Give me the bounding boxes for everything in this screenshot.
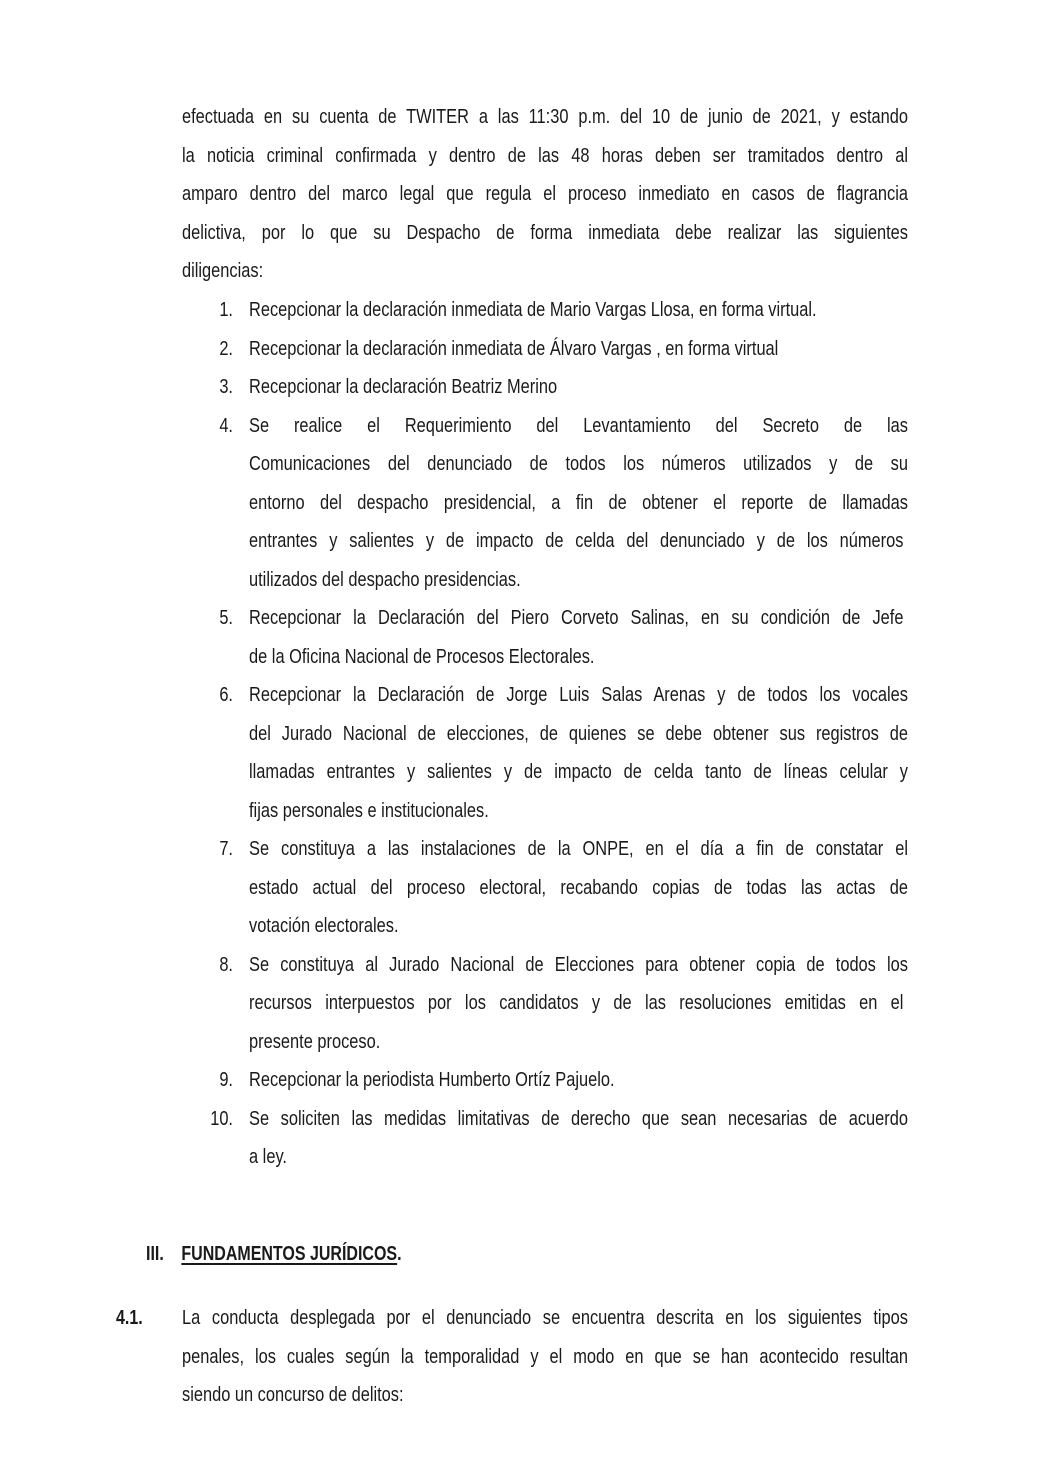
section-title-suffix: . — [397, 1243, 402, 1265]
list-item-line: Se constituya a las instalaciones de la ONPE, en el día a fin de constatar el — [249, 838, 908, 860]
paragraph-number-text: 4.1. — [116, 1307, 143, 1329]
list-item-line: fijas personales e institucionales. — [249, 799, 489, 822]
intro-line: diligencias: — [182, 260, 264, 282]
list-item-number: 8. — [219, 953, 233, 976]
list-item-line: a ley. — [249, 1146, 287, 1168]
list-item-line: Se soliciten las medidas limitativas de derecho que sean necesarias de acuerdo — [249, 1107, 909, 1130]
list-item-line: estado actual del proceso electoral, recabando copias de todas las actas de — [249, 876, 909, 899]
paragraph-line: penales, los cuales según la temporalidad y el modo en que se han acontecido resultan — [182, 1346, 908, 1368]
list-item-line: Comunicaciones del denunciado de todos los números utilizados y de su — [249, 453, 908, 475]
section-title: FUNDAMENTOS JURÍDICOS — [181, 1243, 398, 1265]
list-item-line: del Jurado Nacional de elecciones, de quienes se debe obtener sus registros de — [249, 722, 908, 745]
list-item-line: Recepcionar la declaración inmediata de Álvaro Vargas , en forma virtual — [249, 337, 779, 360]
list-item-number: 5. — [219, 607, 233, 629]
list-item-line: utilizados del despacho presidencias. — [249, 568, 521, 591]
list-item-number: 4. — [219, 414, 233, 437]
paragraph-line: La conducta desplegada por el denunciado se encuentra descrita en los siguientes tipos — [182, 1307, 909, 1329]
list-item-number: 2. — [219, 337, 233, 360]
list-item-number: 7. — [219, 838, 233, 860]
list-item-line: recursos interpuestos por los candidatos y de las resoluciones emitidas en el — [249, 992, 904, 1014]
list-item-line: votación electorales. — [249, 915, 399, 937]
list-item-line: de la Oficina Nacional de Procesos Electorales. — [249, 645, 595, 668]
list-item-number: 3. — [219, 376, 233, 398]
list-item-line: Recepcionar la Declaración de Jorge Luis Salas Arenas y de todos los vocales — [249, 684, 908, 706]
section-number: III. — [146, 1243, 164, 1265]
list-item-line: Recepcionar la declaración inmediata de Mario Vargas Llosa, en forma virtual. — [249, 299, 817, 321]
list-item-line: Se constituya al Jurado Nacional de Elecciones para obtener copia de todos los — [249, 953, 909, 976]
intro-line: delictiva, por lo que su Despacho de forma inmediata debe realizar las siguientes — [182, 222, 909, 244]
list-item-number: 1. — [219, 299, 233, 321]
list-item-number: 6. — [219, 684, 233, 706]
list-item-line: presente proceso. — [249, 1030, 381, 1053]
section-heading — [146, 1241, 465, 1267]
intro-line: amparo dentro del marco legal que regula el proceso inmediato en casos de flagrancia — [182, 183, 908, 205]
list-item-line: Se realice el Requerimiento del Levantamiento del Secreto de las — [249, 414, 909, 437]
list-item-number: 10. — [210, 1107, 233, 1130]
list-item-line: Recepcionar la Declaración del Piero Corveto Salinas, en su condición de Jefe — [249, 607, 904, 629]
list-item-line: Recepcionar la periodista Humberto Ortíz Pajuelo. — [249, 1069, 615, 1091]
list-item-line: Recepcionar la declaración Beatriz Merino — [249, 376, 558, 398]
intro-line: la noticia criminal confirmada y dentro de las 48 horas deben ser tramitados dentro al — [182, 145, 909, 167]
list-item-line: entrantes y salientes y de impacto de celda del denunciado y de los números — [249, 530, 904, 552]
list-item-line: entorno del despacho presidencial, a fin de obtener el reporte de llamadas — [249, 491, 908, 514]
paragraph-number — [116, 1305, 149, 1331]
intro-line: efectuada en su cuenta de TWITER a las 11:30 p.m. del 10 de junio de 2021, y estando — [182, 106, 909, 128]
list-item-number: 9. — [219, 1069, 233, 1091]
paragraph-line: siendo un concurso de delitos: — [182, 1384, 404, 1406]
list-item-line: llamadas entrantes y salientes y de impacto de celda tanto de líneas celular y — [249, 761, 908, 783]
